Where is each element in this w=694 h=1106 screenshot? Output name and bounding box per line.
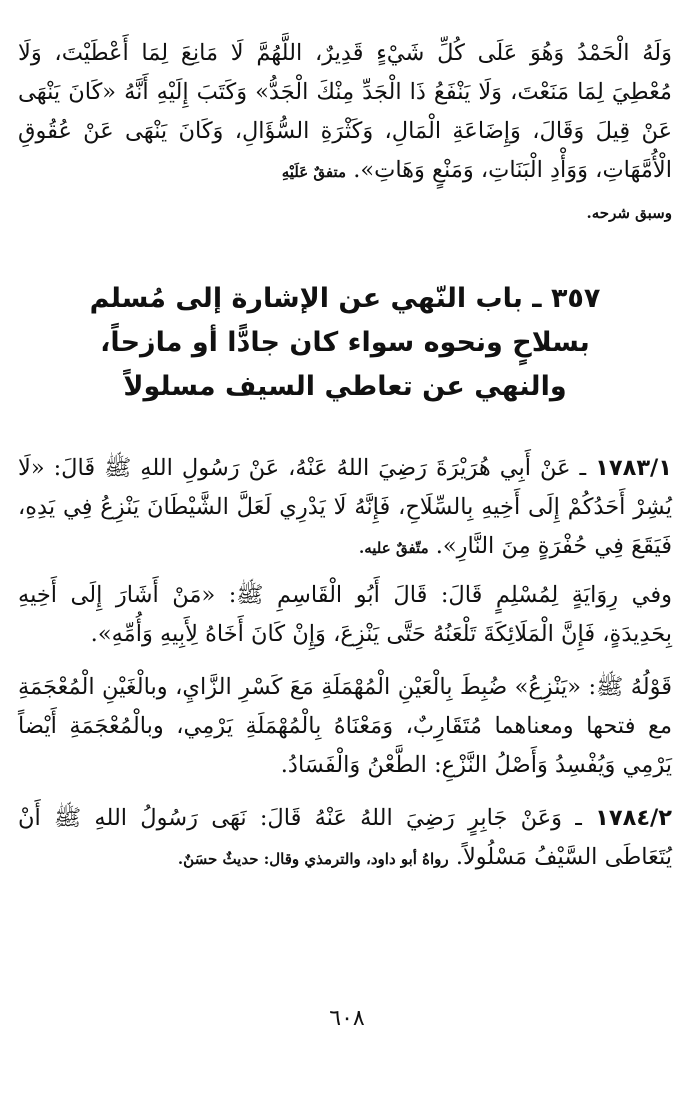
intro-text: وَلَهُ الْحَمْدُ وَهُوَ عَلَى كُلِّ شَيْءٍ قَدِيرٌ، اللَّهُمَّ لَا مَانِعَ لِمَا أَعْطَيْتَ، وَلَا مُعْطِيَ لِمَا مَنَعْتَ، وَلَا يَنْفَعُ ذَا الْجَدِّ مِنْكَ الْجَدُّ» وَكَتَبَ إِلَيْهِ أَنَّهُ «كَانَ يَنْهَى عَنْ قِيلَ وَقَالَ، وَإِضَاعَةِ الْمَالِ، وَكَثْرَةِ السُّؤَالِ، وَكَانَ يَنْهَى عَنْ عُقُوقِ الْأُمَّهَاتِ، وَوَأْدِ الْبَنَاتِ، وَمَنْعٍ وَهَاتِ». bbox=[18, 40, 672, 183]
chapter-heading-line-2: بسلاحٍ ونحوه سواء كان جادًّا أو مازحاً، bbox=[100, 327, 590, 358]
riwaya-text: وفي رِوَايَةٍ لِمُسْلِمٍ قَالَ: قَالَ أَبُو الْقَاسِمِ ﷺ: «مَنْ أَشَارَ إِلَى أَخِيهِ بِحَدِيدَةٍ، فَإِنَّ الْمَلَائِكَةَ تَلْعَنُهُ حَتَّى يَنْزِعَ، وَإِنْ كَانَ أَخَاهُ لِأَبِيهِ وَأُمِّهِ». bbox=[18, 582, 672, 647]
hadith-2-number: ١٧٨٤/٢ bbox=[595, 805, 673, 831]
hadith-1-text: ـ عَنْ أَبِي هُرَيْرَةَ رَضِيَ اللهُ عَنْهُ، عَنْ رَسُولِ اللهِ ﷺ قَالَ: «لَا يُشِرْ أَحَدُكُمْ إِلَى أَخِيهِ بِالسِّلَاحِ، فَإِنَّهُ لَا يَدْرِي لَعَلَّ الشَّيْطَانَ يَنْزِعُ فِي يَدِهِ، فَيَقَعَ فِي حُفْرَةٍ مِنَ النَّارِ». bbox=[18, 455, 672, 559]
chapter-heading-line-3: والنهي عن تعاطي السيف مسلولاً bbox=[123, 371, 567, 402]
intro-paragraph bbox=[18, 34, 672, 233]
intro-tail: وسبق شرحه. bbox=[586, 204, 672, 222]
chapter-heading-line-1: ٣٥٧ ـ باب النّهي عن الإشارة إلى مُسلم bbox=[89, 283, 601, 314]
hadith-1-paragraph bbox=[18, 449, 672, 568]
riwaya-paragraph bbox=[18, 576, 672, 654]
page-content bbox=[18, 34, 672, 1106]
hadith-1-number: ١٧٨٣/١ bbox=[595, 455, 673, 481]
page-number: ٦٠٨ bbox=[329, 1006, 365, 1031]
explanation-paragraph bbox=[18, 668, 672, 785]
hadith-2-source-note: رواهُ أبو داود، والترمذي وقال: حديثٌ حسَنٌ. bbox=[177, 850, 449, 868]
hadith-2-text: ـ وَعَنْ جَابِرٍ رَضِيَ اللهُ عَنْهُ قَالَ: نَهَى رَسُولُ اللهِ ﷺ أَنْ يُتَعَاطَى السَّيْفُ مَسْلُولاً. bbox=[18, 805, 672, 870]
hadith-1-source-note: متّفقٌ عليه. bbox=[359, 539, 429, 557]
hadith-2-paragraph bbox=[18, 799, 672, 879]
explanation-text: قَوْلُهُ ﷺ: «يَنْزِعُ» ضُبِطَ بِالْعَيْنِ الْمُهْمَلَةِ مَعَ كَسْرِ الزَّايِ، وبالْغَيْنِ الْمُعْجَمَةِ مع فتحها ومعناهما مُتَقَارِبٌ، وَمَعْنَاهُ بِالْمُهْمَلَةِ يَرْمِي، وبالْمُعْجَمَةِ أَيْضاً يَرْمِي وَيُفْسِدُ وَأَصْلُ النَّزْعِ: الطَّعْنُ وَالْفَسَادُ. bbox=[18, 674, 672, 778]
chapter-heading bbox=[18, 277, 672, 409]
intro-source-note: متفقٌ عَلَيْهِ bbox=[281, 163, 347, 181]
